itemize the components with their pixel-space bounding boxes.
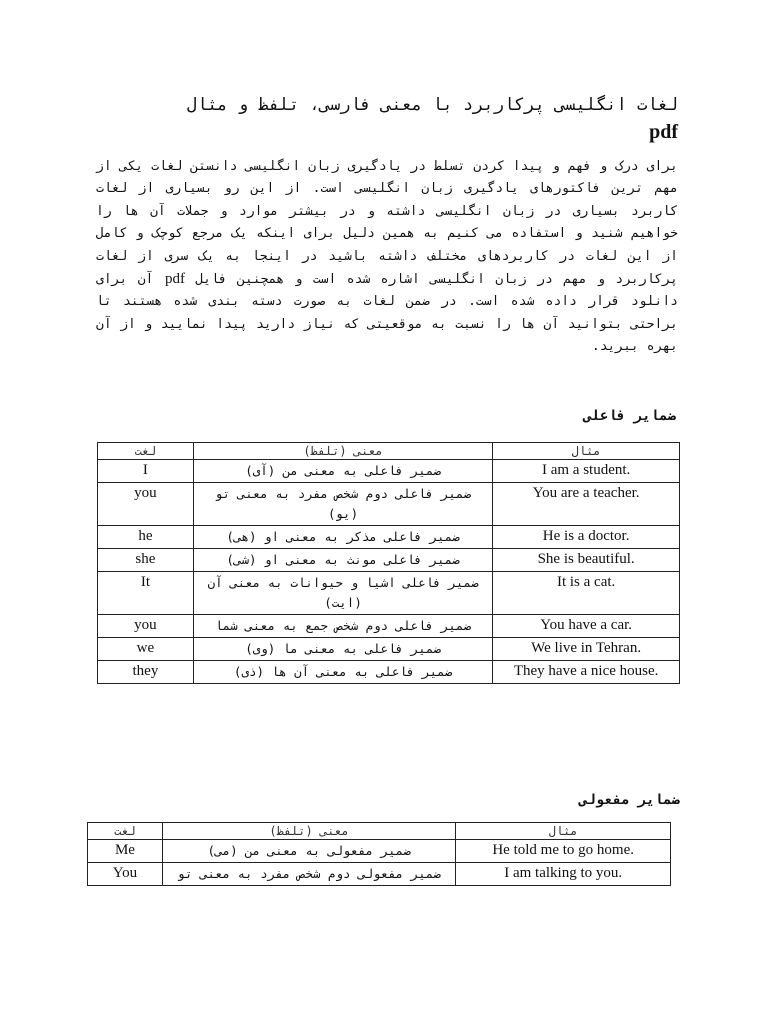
table-row <box>98 638 680 661</box>
intro-part2: آن برای دانلود قرار داده شده است. در ضمن لغات به صورت دسته بندی شده هستند تا براحتی بتوانید آن ها را نسبت به موقعیتی که نیاز دارید پیدا نمایید و از آن بهره ببرید. <box>96 272 678 355</box>
intro-paragraph <box>96 156 678 359</box>
word-cell: It <box>98 572 194 615</box>
meaning-cell: ضمیر فاعلی به معنی ما (وی) <box>193 638 492 661</box>
table-row <box>98 572 680 615</box>
example-cell: I am talking to you. <box>456 863 671 886</box>
word-cell: I <box>98 460 194 483</box>
word-cell: he <box>98 526 194 549</box>
table-header-row <box>88 823 671 840</box>
meaning-cell: ضمیر فاعلی مذکر به معنی او (هی) <box>193 526 492 549</box>
page-title <box>90 92 678 147</box>
word-cell: you <box>98 483 194 526</box>
section2-heading: ضمایر مفعولی <box>578 792 680 808</box>
title-pdf: pdf <box>649 121 678 143</box>
header-word: لغت <box>98 443 194 460</box>
header-example: مثال <box>456 823 671 840</box>
meaning-cell: ضمیر فاعلی اشیا و حیوانات به معنی آن (ایت) <box>193 572 492 615</box>
example-cell: We live in Tehran. <box>493 638 680 661</box>
meaning-cell: ضمیر فاعلی به معنی آن ها (ذی) <box>193 661 492 684</box>
meaning-cell: ضمیر مفعولی به معنی من (می) <box>162 840 455 863</box>
intro-part1: برای درک و فهم و پیدا کردن تسلط در یادگیری زبان انگلیسی دانستن لغات یکی از مهم ترین فاکتورهای یادگیری زبان انگلیسی است. از این رو بسیاری از لغات کاربرد بسیاری در زبان انگلیسی داشته و در بیشتر موارد و جملات آن ها را خواهیم شنید و استفاده می کنیم به همین دلیل برای اینکه یک مرجع کوچک و کامل از این لغات در کاربردهای مختلف داشته باشید در اینجا به یک سری از لغات پرکاربرد و مهم در زبان انگلیسی اشاره شده است و همچنین فایل <box>96 159 679 288</box>
header-example: مثال <box>493 443 680 460</box>
word-cell: You <box>88 863 163 886</box>
header-word: لغت <box>88 823 163 840</box>
example-cell: He is a doctor. <box>493 526 680 549</box>
example-cell: They have a nice house. <box>493 661 680 684</box>
meaning-cell: ضمیر مفعولی دوم شخص مفرد به معنی تو <box>162 863 455 886</box>
table-row <box>98 483 680 526</box>
example-cell: She is beautiful. <box>493 549 680 572</box>
meaning-cell: ضمیر فاعلی دوم شخص مفرد به معنی تو (یو) <box>193 483 492 526</box>
intro-pdf: pdf <box>165 271 186 288</box>
table-row <box>98 661 680 684</box>
example-cell: He told me to go home. <box>456 840 671 863</box>
header-meaning: معنی (تلفظ) <box>162 823 455 840</box>
word-cell: Me <box>88 840 163 863</box>
table-row <box>88 863 671 886</box>
table-row <box>98 460 680 483</box>
word-cell: she <box>98 549 194 572</box>
subject-pronouns-table <box>97 442 680 684</box>
header-meaning: معنی (تلفظ) <box>193 443 492 460</box>
table-row <box>98 526 680 549</box>
word-cell: they <box>98 661 194 684</box>
table-row <box>98 549 680 572</box>
table-row <box>98 615 680 638</box>
title-text: لغات انگلیسی پرکاربرد با معنی فارسی، تلفظ و مثال <box>186 95 678 115</box>
example-cell: I am a student. <box>493 460 680 483</box>
table-header-row <box>98 443 680 460</box>
meaning-cell: ضمیر فاعلی دوم شخص جمع به معنی شما <box>193 615 492 638</box>
example-cell: You have a car. <box>493 615 680 638</box>
example-cell: It is a cat. <box>493 572 680 615</box>
word-cell: we <box>98 638 194 661</box>
section1-heading: ضمایر فاعلی <box>583 408 676 424</box>
meaning-cell: ضمیر فاعلی مونث به معنی او (شی) <box>193 549 492 572</box>
object-pronouns-table <box>87 822 671 886</box>
example-cell: You are a teacher. <box>493 483 680 526</box>
table-row <box>88 840 671 863</box>
meaning-cell: ضمیر فاعلی به معنی من (آی) <box>193 460 492 483</box>
word-cell: you <box>98 615 194 638</box>
